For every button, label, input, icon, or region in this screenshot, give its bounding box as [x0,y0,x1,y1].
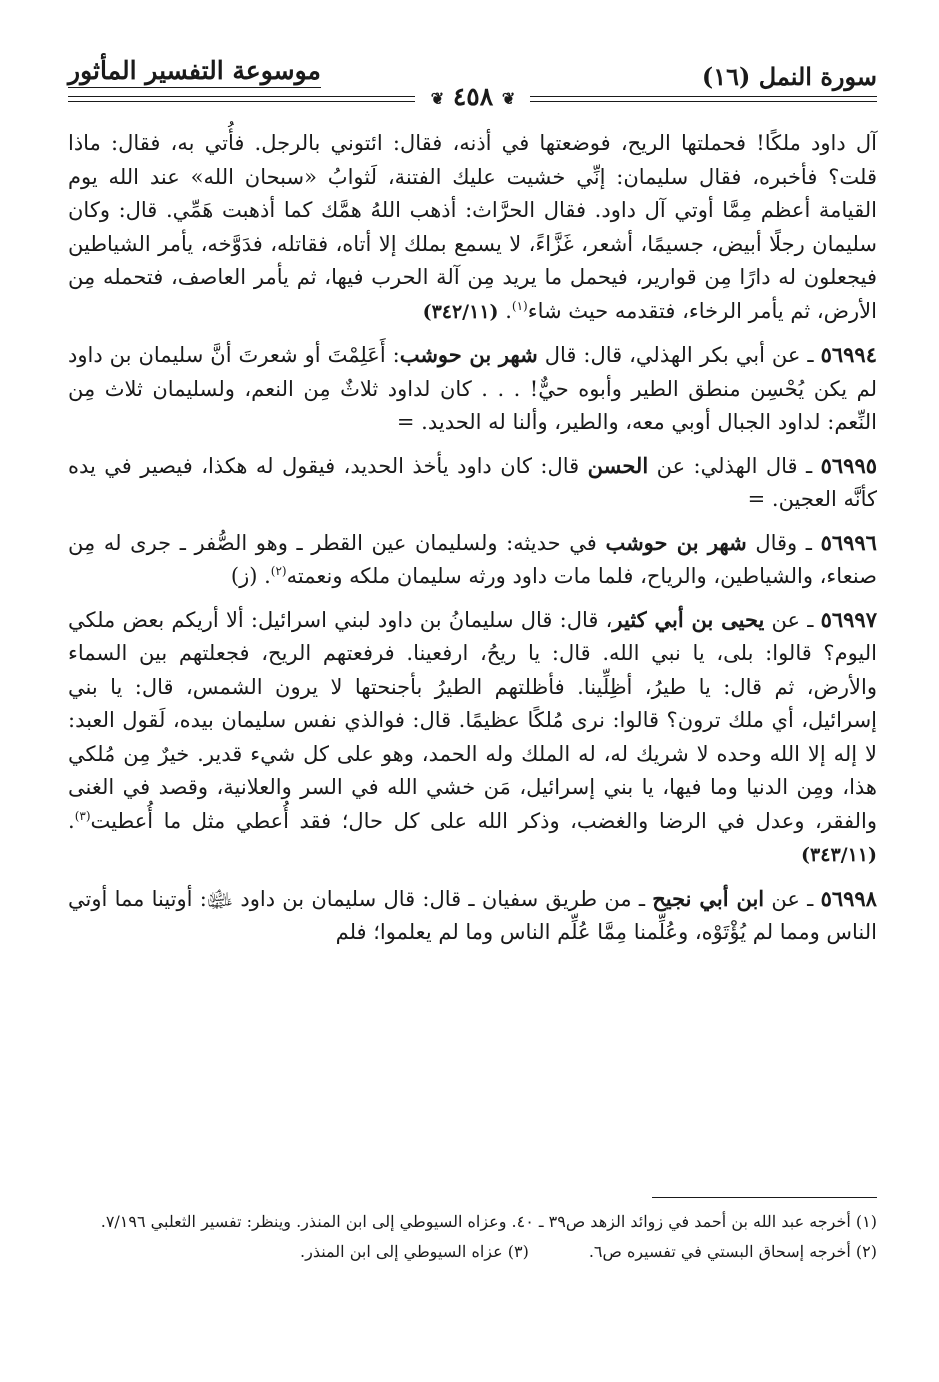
footnote-row [68,1238,877,1266]
entry-authority: شهر بن حوشب [605,529,747,555]
entry-lead: ـ عن أبي بكر الهذلي، قال: قال [544,343,814,367]
paragraph-tail: . [505,298,512,323]
page-number: ٤٥٨ [452,82,494,111]
ornament-icon: ❦ [501,89,516,108]
paragraph [68,127,877,329]
entry-text: : أَعَلِمْتَ أو شعرتَ أنَّ سليمان بن داود لم يكن يُحْسِن منطق الطير وأبوه حيٌّ! . . . كان لداود ثلاثٌ مِن النعم، ولسليمان ثلاث مِن النِّعم: لداود الجبال أوبي معه، والطير، وألنا له الحديد. = [68,343,877,434]
narration-entry [68,449,877,517]
entry-authority: الحسن [587,452,649,478]
entry-lead: ـ قال الهذلي: عن [656,453,813,478]
header-rule-right [530,96,877,102]
footnote-2: (٢) أخرجه إسحاق البستي في تفسيره ص٦. [588,1242,877,1261]
paragraph-text: آل داود ملكًا! فحملتها الريح، فوضعتها في أذنه، فقال: ائتوني بالرجل. فأُتي به، فقال: ماذا قلت؟ فأخبره، فقال سليمان: إنِّي خشيت عليك الفتنة، لَثوابُ «سبحان الله» عند الله يوم القيامة أعظم مِمَّا أوتي آل داود. فقال الحرَّاث: أذهب اللهُ همَّك كما أذهبت هَمِّي. قال: وكان سليمان رجلًا أبيض، جسيمًا، أشعر، غَزَّاءً، لا يسمع بملك إلا أتاه، فقاتله، فدَوَّخه، يأمر الشياطين فيجعلون له دارًا مِن قوارير، فيحمل ما يريد مِن آلة الحرب فيها، ثم يأمر العاصف، فتحمله مِن الأرض، ثم يأمر الرخاء، فتقدمه حيث شاء [68,131,877,323]
entry-number: ٥٦٩٩٨ [820,885,877,911]
volume-reference: (٣٤٢/١١) [422,300,499,323]
entry-lead: ـ وقال [755,530,812,555]
entry-tail: . [68,808,75,833]
entry-lead: ـ عن [771,886,814,911]
main-text [68,127,877,950]
footnote-1: (١) أخرجه عبد الله بن أحمد في زوائد الزهد ص٣٩ ـ ٤٠. وعزاه السيوطي إلى ابن المنذر. وينظر: تفسير الثعلبي ٧/١٩٦. [100,1212,877,1231]
footnote-separator [652,1197,877,1198]
narration-entry [68,603,877,873]
ornament-icon: ❦ [430,89,445,108]
entry-authority: ابن أبي نجيح [652,885,765,911]
footnote-marker[interactable]: (٢) [270,564,287,578]
book-title: موسوعة التفسير المأثور [68,56,321,88]
header-rule-left [68,96,415,102]
footnote-3: (٣) عزاه السيوطي إلى ابن المنذر. [300,1242,529,1261]
entry-authority: شهر بن حوشب [399,342,538,367]
narration-entry [68,526,877,594]
narration-entry [68,882,877,950]
entry-number: ٥٦٩٩٥ [820,452,878,478]
entry-authority: يحيى بن أبي كثير [612,606,765,632]
entry-text: قال: كان داود يأخذ الحديد، فيقول له هكذا، فيصير في يده كأنَّه العجين. = [68,453,877,511]
entry-number: ٥٦٩٩٤ [820,342,877,367]
page-header [68,56,877,126]
footnotes [68,1208,877,1266]
entry-text: ، قال: قال سليمانُ بن داود لبني اسرائيل: ألا أريكم بعض ملكي اليوم؟ قالوا: بلى، يا نبي الله. قال: يا ريحُ، ارفعينا. فرفعتهم الريح، فجعلتهم بين السماء والأرض، ثم قال: يا طيرُ، أظِلِّينا. فأظلتهم الطيرُ بأجنحتها لا يرون الشمس، قال: يا بني إسرائيل، أي ملك ترون؟ قالوا: نرى مُلكًا عظيمًا. قال: فوالذي نفس سليمان بيده، لَقول العبد: لا إله إلا الله وحده لا شريك له، له الملك وله الحمد، وهو على كل شيء قدير. خيرٌ مِن مُلكي هذا، ومِن الدنيا وما فيها، يا بني إسرائيل، مَن خشي الله في السر والعلانية، وقصد في الغنى والفقر، وعدل في الرضا والغضب، وذكر الله على كل حال؛ فقد أُعطي مثل ما أُعطيت [68,607,877,833]
page-number-block [423,82,523,111]
entry-number: ٥٦٩٩٧ [820,606,877,632]
volume-reference: (٣٤٣/١١) [801,844,877,866]
entry-tail: . (ز) [230,564,271,588]
entry-text: ـ من طريق سفيان ـ قال: قال سليمان بن داود ﵉: أوتينا مما أوتي الناس ومما لم يُؤْتَوْه، وعُلِّمنا مِمَّا عُلِّم الناس وما لم يعلموا؛ فلم [68,886,877,944]
entry-lead: ـ عن [771,607,814,632]
footnote-marker[interactable]: (٣) [74,808,91,823]
entry-number: ٥٦٩٩٦ [820,529,877,555]
entry-text: في حديثه: ولسليمان عين القطر ـ وهو الصُّفر ـ جرى له مِن صنعاء، والشياطين، والرياح، فلما مات داود ورثه سليمان ملكه ونعمته [68,530,877,588]
surah-title: سورة النمل (١٦) [701,62,877,91]
header-rule [68,82,877,111]
narration-entry [68,338,877,440]
footnote-marker[interactable]: (١) [511,298,528,313]
